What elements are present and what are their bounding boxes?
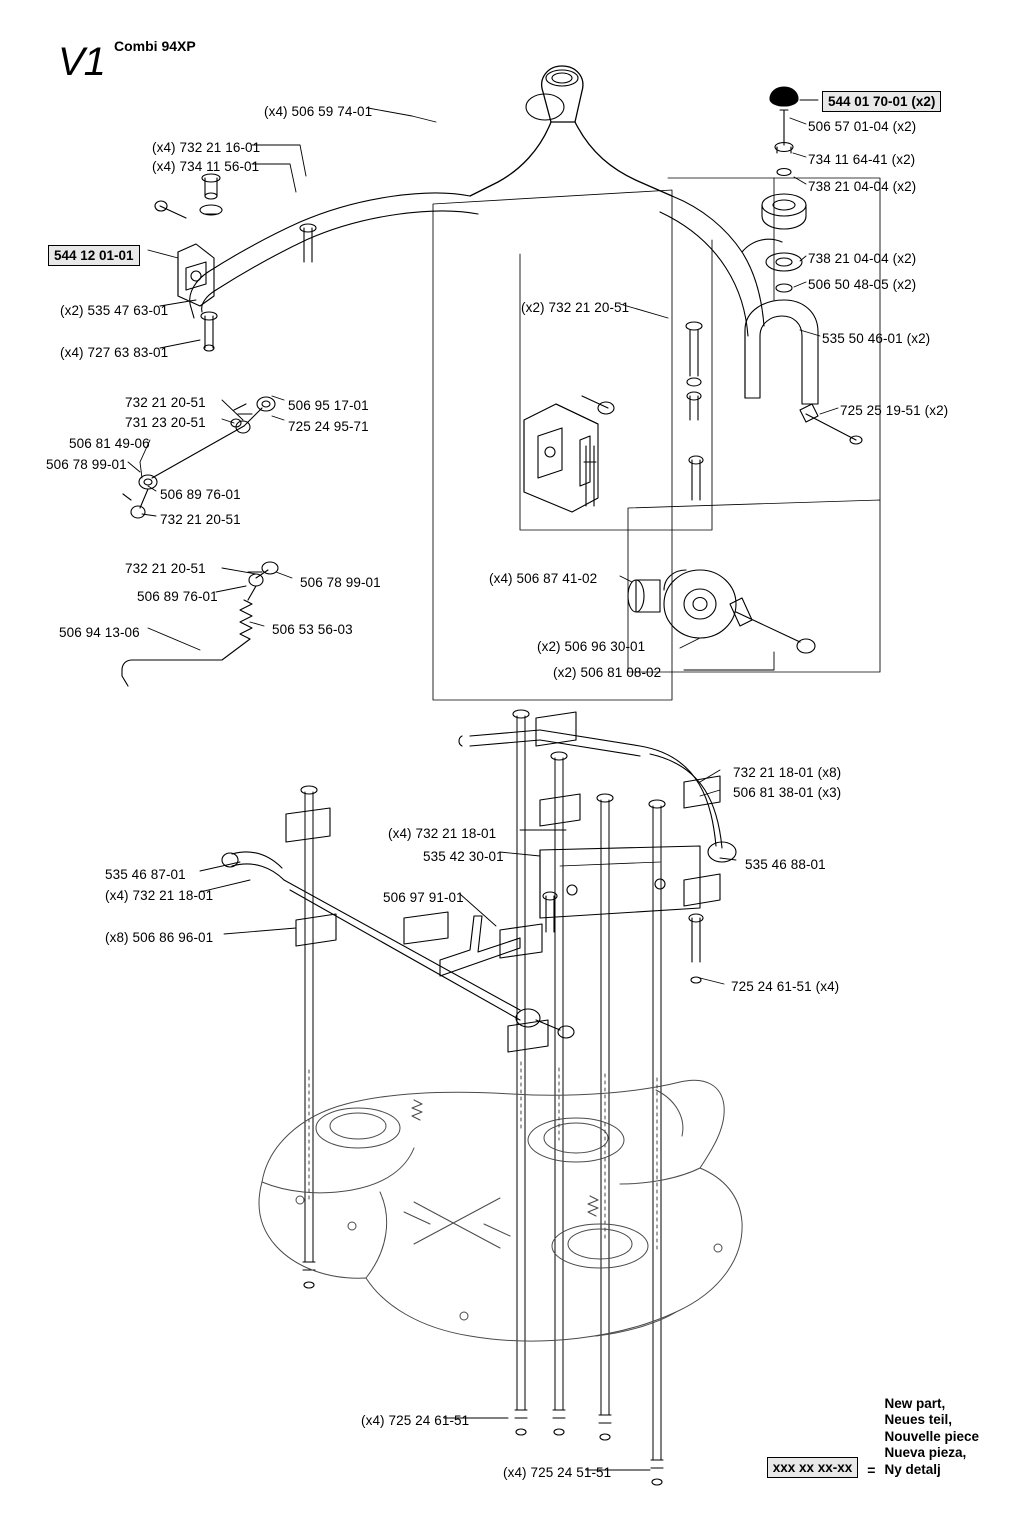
new-part-legend (767, 1396, 979, 1479)
callout-506-53-56-03: 506 53 56-03 (272, 622, 353, 637)
callout-506-81-49-06: 506 81 49-06 (69, 436, 150, 451)
callout-734-11-56-01: (x4) 734 11 56-01 (152, 159, 260, 174)
callout-506-96-30-01: (x2) 506 96 30-01 (537, 639, 646, 654)
callout-506-57-01-04: 506 57 01-04 (x2) (808, 119, 917, 134)
boxed-part-544-01-70-01: 544 01 70-01 (x2) (822, 91, 941, 112)
callout-725-24-61-51-right: 725 24 61-51 (x4) (731, 979, 840, 994)
callout-535-42-30-01: 535 42 30-01 (423, 849, 504, 864)
callout-732-21-20-51-b: 732 21 20-51 (160, 512, 241, 527)
callout-725-24-51-51: (x4) 725 24 51-51 (503, 1465, 612, 1480)
callout-732-21-20-51-center: (x2) 732 21 20-51 (521, 300, 630, 315)
legend-languages (884, 1396, 979, 1479)
callout-732-21-20-51-c: 732 21 20-51 (125, 561, 206, 576)
callout-506-86-96-01: (x8) 506 86 96-01 (105, 930, 214, 945)
page-title: V1 (58, 40, 105, 84)
legend-equals-sign: = (867, 1462, 876, 1478)
callout-506-81-08-02: (x2) 506 81 08-02 (553, 665, 662, 680)
callout-732-21-18-01-left: (x4) 732 21 18-01 (105, 888, 214, 903)
callout-725-24-61-51-bottom: (x4) 725 24 61-51 (361, 1413, 470, 1428)
callout-727-63-83-01: (x4) 727 63 83-01 (60, 345, 169, 360)
model-name: Combi 94XP (114, 38, 196, 54)
legend-line-sv: Ny detalj (884, 1461, 941, 1477)
callout-506-87-41-02: (x4) 506 87 41-02 (489, 571, 598, 586)
callout-506-81-38-01: 506 81 38-01 (x3) (733, 785, 842, 800)
callout-506-78-99-01-a: 506 78 99-01 (46, 457, 127, 472)
callout-506-89-76-01-a: 506 89 76-01 (160, 487, 241, 502)
callout-732-21-18-01-center: (x4) 732 21 18-01 (388, 826, 497, 841)
callout-535-46-88-01: 535 46 88-01 (745, 857, 826, 872)
callout-506-95-17-01: 506 95 17-01 (288, 398, 369, 413)
legend-line-de: Neues teil, (884, 1412, 952, 1427)
callout-732-21-18-01-x8: 732 21 18-01 (x8) (733, 765, 842, 780)
legend-line-en: New part, (884, 1395, 946, 1411)
callout-732-21-16-01: (x4) 732 21 16-01 (152, 140, 261, 155)
callout-738-21-04-04-upper: 738 21 04-04 (x2) (808, 179, 917, 194)
callout-738-21-04-04-lower: 738 21 04-04 (x2) (808, 251, 917, 266)
callout-506-94-13-06: 506 94 13-06 (59, 625, 140, 640)
callout-535-46-87-01: 535 46 87-01 (105, 867, 186, 882)
callout-731-23-20-51: 731 23 20-51 (125, 415, 206, 430)
legend-part-placeholder: xxx xx xx-xx (767, 1457, 859, 1478)
legend-line-fr: Nouvelle piece (884, 1428, 979, 1444)
callout-506-59-74-01: (x4) 506 59 74-01 (264, 104, 373, 119)
callout-506-97-91-01: 506 97 91-01 (383, 890, 464, 905)
legend-line-es: Nueva pieza, (884, 1445, 967, 1460)
callout-734-11-64-41: 734 11 64-41 (x2) (808, 152, 916, 167)
callout-535-50-46-01: 535 50 46-01 (x2) (822, 331, 931, 346)
callout-725-25-19-51: 725 25 19-51 (x2) (840, 403, 949, 418)
callout-535-47-63-01: (x2) 535 47 63-01 (60, 303, 169, 318)
boxed-part-544-12-01-01: 544 12 01-01 (48, 245, 140, 266)
callout-506-78-99-01-b: 506 78 99-01 (300, 575, 381, 590)
callout-732-21-20-51-a: 732 21 20-51 (125, 395, 206, 410)
diagram-title-block (58, 38, 196, 84)
callout-506-89-76-01-b: 506 89 76-01 (137, 589, 218, 604)
callout-506-50-48-05: 506 50 48-05 (x2) (808, 277, 917, 292)
callout-725-24-95-71: 725 24 95-71 (288, 419, 369, 434)
